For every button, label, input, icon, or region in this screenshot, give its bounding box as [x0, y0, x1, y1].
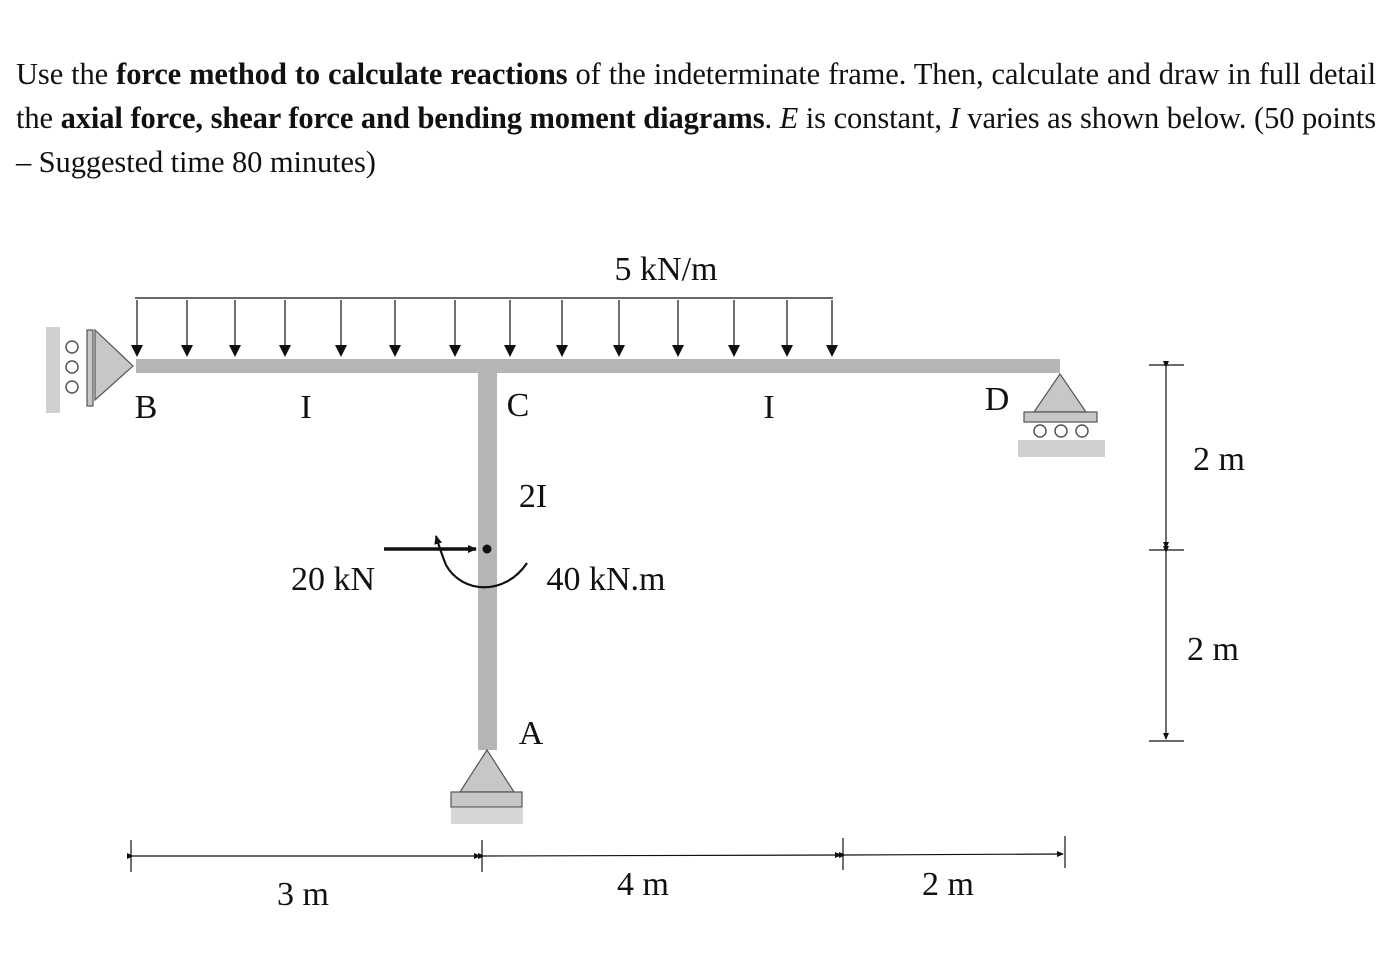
text-run: Use the	[16, 57, 117, 91]
text-bold: axial force, shear force and bending moment diagrams	[60, 101, 765, 135]
load-arrow-head	[131, 345, 143, 357]
pin-support-A	[451, 750, 523, 824]
load-arrow-head	[229, 345, 241, 357]
load-arrow-head	[389, 345, 401, 357]
inertia-label-column: 2I	[518, 478, 548, 515]
beam-BD	[136, 359, 1060, 373]
point-load	[291, 545, 492, 599]
horizontal-dimensions	[131, 836, 1065, 913]
inertia-label-left-beam: I	[300, 389, 312, 426]
dim-label-2m-bottom: 2 m	[1187, 631, 1239, 668]
node-label-B: B	[134, 389, 158, 426]
load-arrow-head	[504, 345, 516, 357]
load-arrow-head	[556, 345, 568, 357]
text-run: varies as shown below. (50 points – Suggested time 80 minutes)	[16, 101, 1376, 179]
text-italic-E: E	[779, 101, 799, 135]
dim-label-3m: 3 m	[277, 876, 329, 913]
dim-label-2m-top: 2 m	[1193, 441, 1245, 478]
text-run: of the indeterminate frame. Then, calculate and draw in full detail the	[16, 57, 1376, 135]
load-arrow-head	[613, 345, 625, 357]
column-CA	[478, 373, 497, 750]
load-arrow-head	[449, 345, 461, 357]
roller-support-D	[1018, 374, 1105, 457]
vertical-dimensions	[1149, 365, 1245, 741]
frame-members	[136, 359, 1060, 750]
node-label-C: C	[506, 387, 530, 424]
text-run: .	[764, 101, 780, 135]
text-bold: force method to calculate reactions	[116, 57, 568, 91]
dim-label-4m: 4 m	[617, 866, 669, 903]
load-arrow-head	[335, 345, 347, 357]
load-arrow-head	[826, 345, 838, 357]
point-load-label: 20 kN	[290, 561, 376, 598]
load-arrows	[131, 300, 838, 357]
dim-label-2m-horizontal: 2 m	[922, 866, 974, 903]
moment-label: 40 kN.m	[546, 561, 666, 598]
load-arrow-head	[781, 345, 793, 357]
load-arrow-head	[672, 345, 684, 357]
text-italic-I: I	[949, 101, 960, 135]
inertia-label-right-beam: I	[763, 389, 775, 426]
distributed-load	[131, 251, 838, 357]
load-arrow-head	[181, 345, 193, 357]
load-label: 5 kN/m	[614, 251, 718, 288]
text-run: is constant,	[798, 101, 950, 135]
roller-support-B	[46, 327, 133, 413]
node-label-D: D	[984, 381, 1010, 418]
node-label-A: A	[518, 715, 544, 752]
load-arrow-head	[728, 345, 740, 357]
load-arrow-head	[279, 345, 291, 357]
applied-moment	[436, 536, 666, 598]
